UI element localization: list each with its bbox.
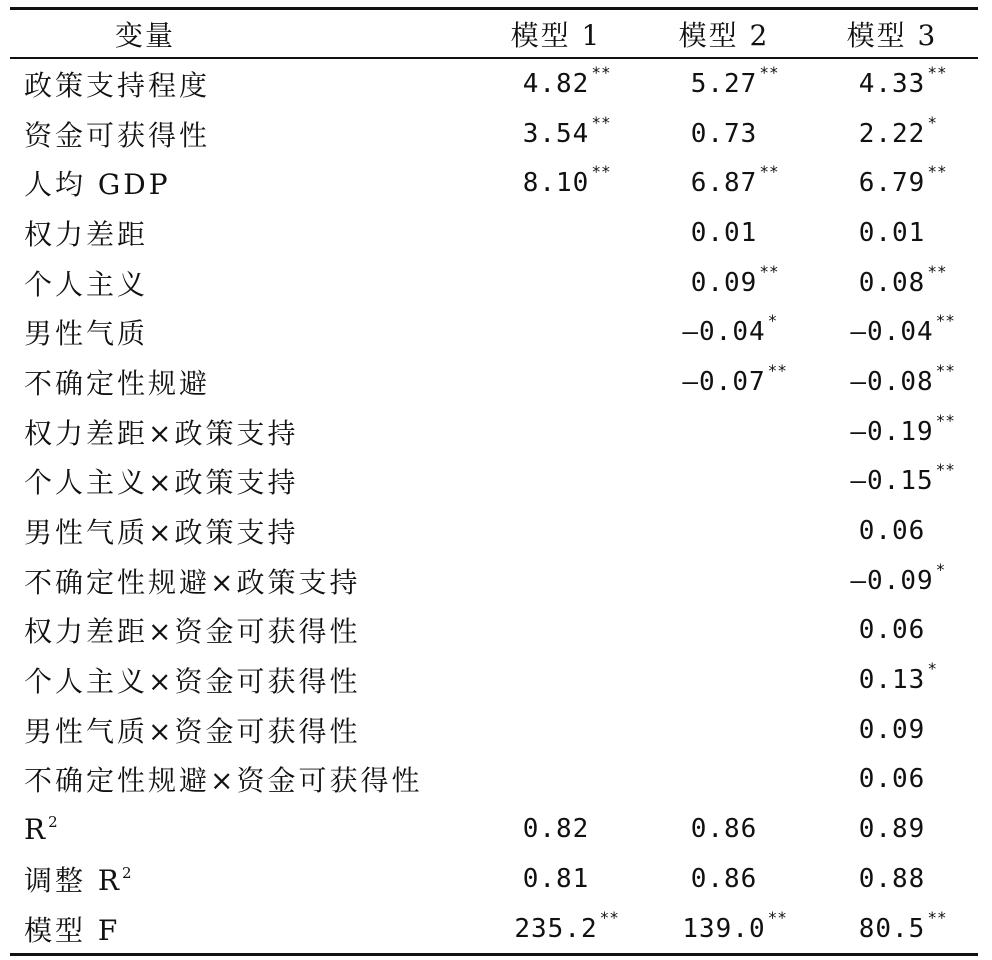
- variable-label-text: 个人主义×资金可获得性: [24, 665, 361, 699]
- coefficient: [691, 218, 758, 248]
- model-2-value: [642, 208, 806, 258]
- coefficient-value: 0.86: [690, 814, 758, 845]
- variable-label: [10, 457, 470, 507]
- coefficient-value: 0.82: [522, 814, 590, 845]
- coefficient: [858, 62, 947, 99]
- coefficient-value: 0.09: [858, 714, 926, 745]
- coefficient: [858, 112, 937, 149]
- coefficient-value: —0.19: [850, 416, 934, 447]
- variable-label: [10, 208, 470, 258]
- coefficient: [859, 814, 926, 844]
- model-2-value: [642, 158, 806, 208]
- coefficient: [690, 162, 779, 199]
- significance-stars: **: [591, 112, 611, 132]
- model-1-value: [470, 556, 642, 606]
- coefficient-value: —0.04: [850, 317, 934, 348]
- variable-label-text: 个人主义: [24, 267, 149, 301]
- coefficient: [850, 460, 955, 497]
- significance-stars: *: [927, 112, 937, 132]
- model-3-value: [806, 755, 978, 805]
- model-2-value: [642, 258, 806, 308]
- model-2-value: [642, 556, 806, 606]
- variable-label: [10, 556, 470, 606]
- coefficient: [859, 864, 926, 894]
- variable-label-text: 资金可获得性: [24, 118, 211, 152]
- coefficient-value: 80.5: [858, 913, 926, 944]
- variable-label: [10, 258, 470, 308]
- coefficient-value: 0.09: [690, 267, 758, 298]
- coefficient-value: 235.2: [514, 913, 598, 944]
- coefficient: [858, 907, 947, 944]
- model-3-value: [806, 904, 978, 954]
- coefficient-value: 0.01: [858, 217, 926, 248]
- model-1-value: [470, 357, 642, 407]
- header-variable: 变量: [114, 18, 175, 52]
- model-1-value: [470, 854, 642, 904]
- coefficient: [522, 62, 611, 99]
- model-2-value: [642, 904, 806, 954]
- model-3-value: [806, 307, 978, 357]
- variable-label-text: 男性气质: [24, 317, 149, 351]
- model-2-value: [642, 506, 806, 556]
- significance-stars: **: [927, 907, 947, 927]
- model-1-value: [470, 258, 642, 308]
- coefficient-value: 4.82: [522, 68, 590, 99]
- model-1-value: [470, 109, 642, 159]
- table-row: [10, 158, 978, 208]
- model-2-value: [642, 606, 806, 656]
- model-2-value: [642, 854, 806, 904]
- model-3-value: [806, 357, 978, 407]
- model-3-value: [806, 208, 978, 258]
- coefficient: [859, 615, 926, 645]
- variable-label-text: 不确定性规避×政策支持: [24, 565, 361, 599]
- model-2-value: [642, 407, 806, 457]
- coefficient-value: 0.08: [858, 267, 926, 298]
- coefficient: [523, 814, 590, 844]
- variable-label-text: 政策支持程度: [24, 68, 211, 102]
- model-3-value: [806, 506, 978, 556]
- variable-label: [10, 307, 470, 357]
- model-3-value: [806, 854, 978, 904]
- table-row: [10, 208, 978, 258]
- coefficient-value: 6.87: [690, 168, 758, 199]
- model-1-value: [470, 804, 642, 854]
- table-row: [10, 804, 978, 854]
- variable-label-text: 调整 R: [24, 863, 122, 897]
- model-2-value: [642, 755, 806, 805]
- bottom-rule: [10, 953, 978, 956]
- coefficient-value: 0.06: [858, 516, 926, 547]
- model-1-value: [470, 208, 642, 258]
- model-3-value: [806, 109, 978, 159]
- model-1-value: [470, 307, 642, 357]
- header-model-3: 模型 3: [846, 18, 938, 52]
- table-row: [10, 556, 978, 606]
- model-3-value: [806, 457, 978, 507]
- model-1-value: [470, 904, 642, 954]
- model-1-value: [470, 59, 642, 109]
- coefficient-value: —0.07: [682, 366, 766, 397]
- model-2-value: [642, 109, 806, 159]
- model-1-value: [470, 655, 642, 705]
- model-2-value: [642, 59, 806, 109]
- coefficient: [859, 516, 926, 546]
- coefficient: [514, 907, 619, 944]
- coefficient-value: 0.86: [690, 863, 758, 894]
- model-2-value: [642, 357, 806, 407]
- coefficient-value: 2.22: [858, 118, 926, 149]
- coefficient-value: 4.33: [858, 68, 926, 99]
- table-row: [10, 457, 978, 507]
- table-row: [10, 59, 978, 109]
- variable-label: [10, 506, 470, 556]
- model-3-value: [806, 804, 978, 854]
- model-3-value: [806, 59, 978, 109]
- coefficient: [682, 311, 778, 348]
- coefficient: [522, 162, 611, 199]
- coefficient-value: 3.54: [522, 118, 590, 149]
- variable-label-text: 不确定性规避×资金可获得性: [24, 764, 423, 798]
- significance-stars: **: [935, 311, 955, 331]
- coefficient: [682, 907, 787, 944]
- coefficient-value: 0.73: [690, 118, 758, 149]
- coefficient: [850, 311, 955, 348]
- superscript: 2: [121, 863, 132, 882]
- variable-label-text: 权力差距×资金可获得性: [24, 615, 361, 649]
- superscript: 2: [48, 812, 58, 831]
- variable-label: [10, 407, 470, 457]
- significance-stars: **: [927, 62, 947, 82]
- significance-stars: **: [759, 162, 779, 182]
- model-2-value: [642, 655, 806, 705]
- variable-label: [10, 59, 470, 109]
- variable-label-text: 男性气质×资金可获得性: [24, 714, 361, 748]
- coefficient: [691, 119, 758, 149]
- coefficient: [859, 764, 926, 794]
- variable-label: [10, 606, 470, 656]
- coefficient-value: —0.08: [850, 366, 934, 397]
- table-row: [10, 307, 978, 357]
- coefficient: [691, 814, 758, 844]
- model-1-value: [470, 606, 642, 656]
- model-2-value: [642, 457, 806, 507]
- model-3-value: [806, 407, 978, 457]
- table-row: [10, 109, 978, 159]
- coefficient: [859, 715, 926, 745]
- significance-stars: *: [767, 311, 778, 331]
- significance-stars: **: [927, 261, 947, 281]
- regression-table: [10, 7, 978, 956]
- coefficient: [850, 360, 955, 397]
- coefficient: [850, 559, 946, 596]
- variable-label-text: 个人主义×政策支持: [24, 466, 299, 500]
- model-1-value: [470, 457, 642, 507]
- coefficient-value: 0.06: [858, 764, 926, 795]
- table-row: [10, 606, 978, 656]
- coefficient-value: 0.88: [858, 863, 926, 894]
- coefficient: [858, 162, 947, 199]
- variable-label-text: 人均 GDP: [24, 168, 171, 202]
- coefficient: [522, 112, 611, 149]
- significance-stars: **: [591, 62, 611, 82]
- model-3-value: [806, 158, 978, 208]
- coefficient-value: 6.79: [858, 168, 926, 199]
- model-2-value: [642, 804, 806, 854]
- significance-stars: **: [935, 410, 955, 430]
- coefficient: [850, 410, 955, 447]
- coefficient-value: 0.06: [858, 615, 926, 646]
- significance-stars: **: [927, 162, 947, 182]
- model-1-value: [470, 506, 642, 556]
- model-1-value: [470, 755, 642, 805]
- table-row: [10, 904, 978, 954]
- coefficient-value: 0.89: [858, 814, 926, 845]
- table-row: [10, 854, 978, 904]
- significance-stars: **: [935, 460, 955, 480]
- coefficient-value: —0.15: [850, 466, 934, 497]
- coefficient-value: 0.13: [858, 665, 926, 696]
- variable-label-text: 男性气质×政策支持: [24, 516, 299, 550]
- model-3-value: [806, 705, 978, 755]
- table-row: [10, 258, 978, 308]
- model-3-value: [806, 556, 978, 606]
- variable-label: [10, 804, 470, 854]
- coefficient-value: —0.04: [682, 317, 766, 348]
- significance-stars: **: [935, 360, 955, 380]
- variable-label: [10, 755, 470, 805]
- model-1-value: [470, 407, 642, 457]
- coefficient-value: 139.0: [682, 913, 766, 944]
- table-header: [10, 10, 978, 57]
- model-3-value: [806, 606, 978, 656]
- significance-stars: **: [599, 907, 619, 927]
- significance-stars: **: [759, 261, 779, 281]
- table-row: [10, 655, 978, 705]
- model-3-value: [806, 258, 978, 308]
- coefficient: [690, 62, 779, 99]
- variable-label-text: 权力差距: [24, 217, 149, 251]
- results-table: [10, 10, 978, 57]
- variable-label-text: R: [24, 812, 49, 846]
- model-2-value: [642, 705, 806, 755]
- table-row: [10, 705, 978, 755]
- model-2-value: [642, 307, 806, 357]
- model-1-value: [470, 705, 642, 755]
- model-3-value: [806, 655, 978, 705]
- significance-stars: *: [927, 659, 937, 679]
- model-1-value: [470, 158, 642, 208]
- coefficient: [690, 261, 779, 298]
- variable-label: [10, 705, 470, 755]
- coefficient: [682, 360, 787, 397]
- variable-label: [10, 109, 470, 159]
- table-row: [10, 357, 978, 407]
- significance-stars: **: [759, 62, 779, 82]
- variable-label: [10, 158, 470, 208]
- coefficient: [691, 864, 758, 894]
- coefficient-value: 0.81: [522, 863, 590, 894]
- variable-label: [10, 904, 470, 954]
- variable-label: [10, 854, 470, 904]
- coefficient-value: —0.09: [850, 565, 934, 596]
- header-model-1: 模型 1: [510, 18, 602, 52]
- coefficient-value: 8.10: [522, 168, 590, 199]
- table-row: [10, 407, 978, 457]
- variable-label-text: 模型 F: [24, 913, 121, 947]
- table-body: [10, 59, 978, 953]
- variable-label: [10, 655, 470, 705]
- significance-stars: *: [935, 559, 946, 579]
- variable-label-text: 权力差距×政策支持: [24, 416, 299, 450]
- table-row: [10, 755, 978, 805]
- coefficient: [523, 864, 590, 894]
- variable-label-text: 不确定性规避: [24, 366, 211, 400]
- significance-stars: **: [767, 360, 787, 380]
- results-body-table: [10, 59, 978, 953]
- coefficient: [858, 659, 937, 696]
- header-model-2: 模型 2: [678, 18, 770, 52]
- coefficient-value: 0.01: [690, 217, 758, 248]
- significance-stars: **: [767, 907, 787, 927]
- coefficient: [858, 261, 947, 298]
- coefficient: [859, 218, 926, 248]
- variable-label: [10, 357, 470, 407]
- significance-stars: **: [591, 162, 611, 182]
- coefficient-value: 5.27: [690, 68, 758, 99]
- table-row: [10, 506, 978, 556]
